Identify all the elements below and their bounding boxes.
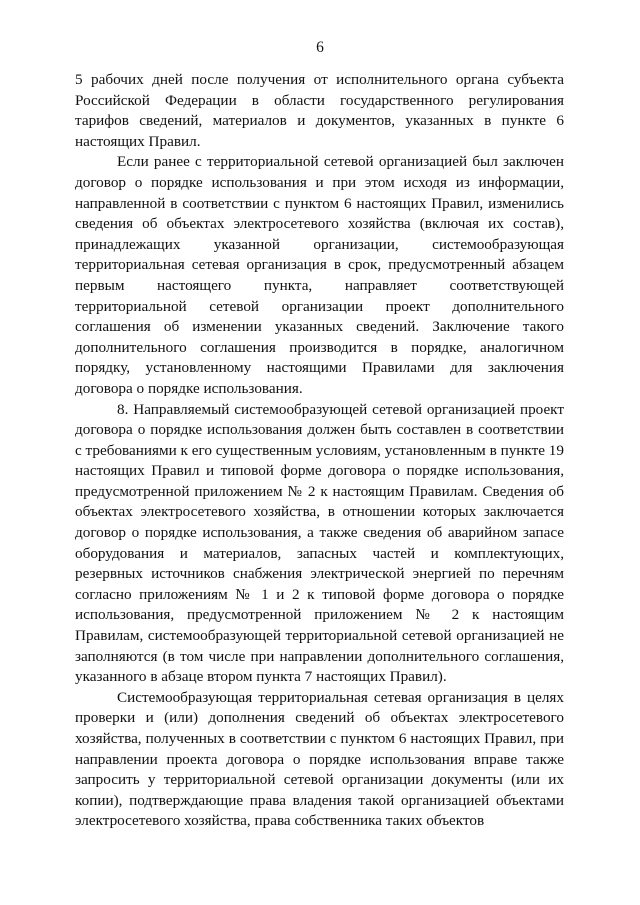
paragraph-additional-agreement: Если ранее с территориальной сетевой организацией был заключен договор о порядке использования и при этом исходя из информации, направленной в соответствии с пунктом 6 настоящих Правил, изменились сведения об объектах электросетевого хозяйства (включая их состав), принадлежащих указанной организации, системообразующая территориальная сетевая организация в срок, предусмотренный абзацем первым настоящего пункта, направляет соответствующей территориальной сетевой организации проект дополнительного соглашения об изменении указанных сведений. Заключение такого дополнительного соглашения производится в порядке, аналогичном порядку, установленному настоящими Правилами для заключения договора о порядке использования. [75, 153, 564, 397]
page-number: 6 [316, 39, 324, 56]
paragraph-document-request: Системообразующая территориальная сетевая организация в целях проверки и (или) дополнения сведений об объектах электросетевого хозяйства, полученных в соответствии с пунктом 6 настоящих Правил, при направлении проекта договора о порядке использования вправе также запросить у территориальной сетевой организации документы (или их копии), подтверждающие права владения такой организацией объектами электросетевого хозяйства, права собственника таких объектов [75, 688, 564, 830]
document-body [75, 70, 564, 832]
paragraph-item-8: 8. Направляемый системообразующей сетевой организацией проект договора о порядке использования должен быть составлен в соответствии с требованиями к его существенным условиям, установленным в пункте 19 настоящих Правил и типовой форме договора о порядке использования, предусмотренной приложением № 2 к настоящим Правилам. Сведения об объектах электросетевого хозяйства, в отношении которых заключается договор о порядке использования, а также сведения об аварийном запасе оборудования и материалов, запасных частей и комплектующих, резервных источников снабжения электрической энергией по перечням согласно приложениям № 1 и 2 к типовой форме договора о порядке использования, предусмотренной приложением № 2 к настоящим Правилам, системообразующей территориальной сетевой организацией не заполняются (в том числе при направлении дополнительного соглашения, указанного в абзаце втором пункта 7 настоящих Правил). [75, 400, 564, 686]
paragraph-continuation: 5 рабочих дней после получения от исполнительного органа субъекта Российской Федерации в области государственного регулирования тарифов сведений, материалов и документов, указанных в пункте 6 настоящих Правил. [75, 71, 564, 150]
